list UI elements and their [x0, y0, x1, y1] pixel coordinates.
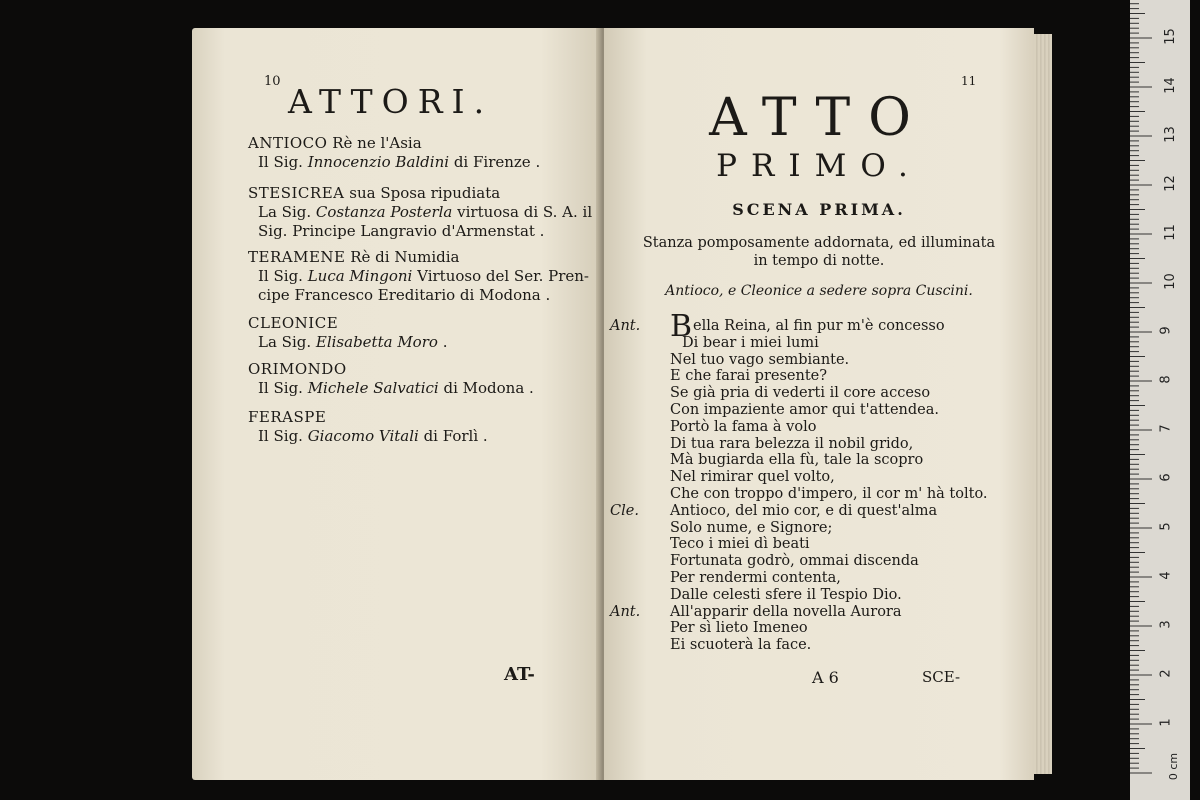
- measuring-ruler: [1130, 0, 1190, 800]
- verse-line: Ei scuoterà la face.: [670, 637, 812, 654]
- cast-entry: [248, 408, 488, 446]
- ruler-number: 2: [1158, 669, 1174, 678]
- cast-actor-line: Il Sig. Giacomo Vitali di Forlì .: [258, 427, 488, 445]
- cast-role: CLEONICE: [248, 314, 339, 332]
- open-book: [192, 28, 1052, 780]
- verse-line: Per sì lieto Imeneo: [670, 620, 808, 637]
- cast-role-line: [248, 134, 540, 153]
- ruler-ticks: [1130, 0, 1190, 800]
- verse-line: Solo nume, e Signore;: [670, 519, 833, 536]
- page-number-right: 11: [961, 74, 977, 88]
- cast-entry: [248, 248, 589, 305]
- cast-role-line: [248, 408, 488, 427]
- verse-line: Per rendermi contenta,: [670, 569, 841, 586]
- right-page: [604, 28, 1034, 780]
- cast-actor-line: Il Sig. Luca Mingoni Virtuoso del Ser. Pren-: [258, 267, 590, 285]
- ruler-number: 10: [1162, 273, 1178, 290]
- verse-line: Con impaziente amor qui t'attendea.: [670, 401, 939, 418]
- ruler-number: 4: [1158, 571, 1174, 580]
- cast-role-line: [248, 314, 447, 333]
- act-title: ATTO: [709, 88, 929, 148]
- cast-role-line: [248, 184, 592, 203]
- cast-role-line: [248, 360, 534, 379]
- speaker-label: Ant.: [610, 603, 641, 620]
- cast-list-title: ATTORI.: [288, 82, 494, 121]
- ruler-number: 8: [1158, 375, 1174, 384]
- ruler-number: 14: [1162, 77, 1178, 94]
- ruler-number: 11: [1162, 224, 1178, 241]
- verse-line: Ant. All'apparir della novella Aurora: [610, 603, 902, 620]
- cast-entry: [248, 360, 534, 398]
- ruler-number: 13: [1162, 126, 1178, 143]
- verse-line: E che farai presente?: [670, 368, 828, 385]
- verse-line: Mà bugiarda ella fù, tale la scopro: [670, 452, 924, 469]
- verse-line: Cle. Antioco, del mio cor, e di quest'alma: [610, 502, 938, 519]
- cast-role-line: [248, 248, 589, 267]
- cast-actor-line: Il Sig. Innocenzio Baldini di Firenze .: [258, 153, 541, 171]
- drop-cap: B: [670, 309, 693, 344]
- left-page: [192, 28, 602, 780]
- page-number-left: 10: [264, 74, 281, 89]
- cast-entry: [248, 314, 447, 352]
- cast-role-description: sua Sposa ripudiata: [344, 184, 501, 202]
- ruler-number: 1: [1158, 718, 1174, 727]
- cast-actor-line: cipe Francesco Ereditario di Modona .: [258, 286, 551, 304]
- catchword-right: SCE-: [922, 668, 961, 686]
- scene-heading: SCENA PRIMA.: [732, 200, 906, 219]
- catchword-left: AT-: [504, 664, 535, 685]
- verse-line: Di bear i miei lumi: [682, 334, 819, 351]
- ruler-number: 6: [1158, 473, 1174, 482]
- cast-actor-line: Sig. Principe Langravio d'Armenstat .: [258, 222, 545, 240]
- speaker-label: Ant.: [610, 318, 641, 334]
- verse-line: Fortunata godrò, ommai discenda: [670, 553, 919, 570]
- cast-actor-line: La Sig. Elisabetta Moro .: [258, 333, 448, 351]
- verse-line: Portò la fama à volo: [670, 418, 817, 435]
- speaker-label: Cle.: [610, 502, 639, 519]
- ruler-number: 12: [1162, 175, 1178, 192]
- cast-role: STESICREA: [248, 184, 345, 202]
- verse-line: Se già pria di vederti il core acceso: [670, 385, 931, 402]
- act-subtitle: PRIMO.: [716, 148, 922, 184]
- verse-text: [610, 309, 988, 654]
- ruler-number: 9: [1158, 326, 1174, 335]
- verse-line: Di tua rara belezza il nobil grido,: [670, 435, 914, 452]
- cast-role: ORIMONDO: [248, 360, 347, 378]
- cast-role: TERAMENE: [248, 248, 346, 266]
- verse-line: Che con troppo d'impero, il cor m' hà tolto.: [670, 485, 988, 502]
- cast-actor-line: Il Sig. Michele Salvatici di Modona .: [258, 379, 534, 397]
- cast-actor-line: La Sig. Costanza Posterla virtuosa di S. A. il: [258, 203, 593, 221]
- ruler-unit: 0 cm: [1167, 752, 1181, 781]
- verse-line: Teco i miei dì beati: [670, 536, 810, 553]
- stage-direction-line: in tempo di notte.: [753, 253, 885, 269]
- verse-line: Nel tuo vago sembiante.: [670, 351, 850, 368]
- ruler-number: 15: [1162, 28, 1178, 45]
- ruler-number: 7: [1158, 424, 1174, 433]
- characters-on-stage: Antioco, e Cleonice a sedere sopra Cuscini.: [665, 283, 973, 299]
- cast-entry: [248, 134, 540, 172]
- page-edges: [1034, 34, 1052, 774]
- ruler-number: 5: [1158, 522, 1174, 531]
- cast-role-description: Rè ne l'Asia: [327, 134, 422, 152]
- verse-line: Dalle celesti sfere il Tespio Dio.: [670, 586, 902, 603]
- cast-entry: [248, 184, 592, 241]
- cast-role-description: Rè di Numidia: [345, 248, 460, 266]
- signature-mark: A 6: [812, 668, 839, 687]
- stage-direction-line: Stanza pomposamente addornata, ed illuminata: [642, 235, 996, 251]
- verse-line: Ant. Bella Reina, al fin pur m'è concesso: [610, 309, 945, 344]
- verse-line: Nel rimirar quel volto,: [670, 469, 835, 486]
- cast-role: ANTIOCO: [248, 134, 328, 152]
- cast-role: FERASPE: [248, 408, 327, 426]
- ruler-number: 3: [1158, 620, 1174, 629]
